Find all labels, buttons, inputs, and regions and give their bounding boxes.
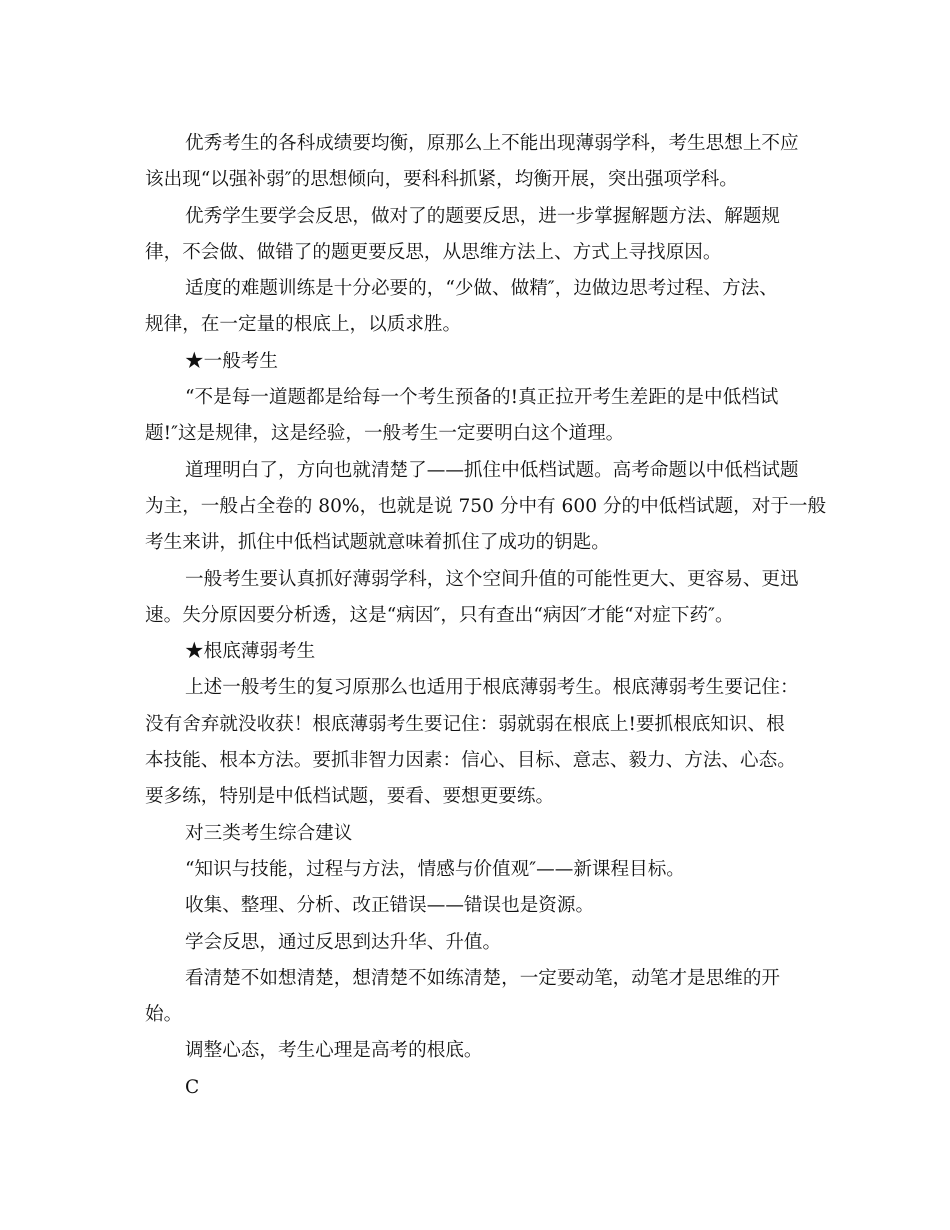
text-line: 为主，一般占全卷的 80%，也就是说 750 分中有 600 分的中低档试题，对于一般 xyxy=(145,495,827,517)
text-line: ★根底薄弱考生 xyxy=(185,641,316,663)
text-line: 题!″这是规律，这是经验，一般考生一定要明白这个道理。 xyxy=(145,423,625,445)
text-line: 上述一般考生的复习原那么也适用于根底薄弱考生。根底薄弱考生要记住： xyxy=(185,677,799,699)
paragraph xyxy=(145,961,805,1034)
text-line: 本技能、根本方法。要抓非智力因素：信心、目标、意志、毅力、方法、心态。 xyxy=(145,750,796,772)
paragraph xyxy=(145,271,805,344)
paragraph xyxy=(145,634,805,670)
paragraph xyxy=(145,1070,805,1106)
text-line: 没有舍弃就没收获！根底薄弱考生要记住：弱就弱在根底上!要抓根底知识、根 xyxy=(145,713,785,735)
text-line: C xyxy=(185,1076,200,1098)
text-line: 考生来讲，抓住中低档试题就意味着抓住了成功的钥匙。 xyxy=(145,532,610,554)
text-line: 该出现“以强补弱″的思想倾向，要科科抓紧，均衡开展，突出强项学科。 xyxy=(145,169,738,191)
paragraph xyxy=(145,816,805,852)
text-line: “知识与技能，过程与方法，情感与价值观″——新课程目标。 xyxy=(185,858,685,880)
text-line: 律，不会做、做错了的题更要反思，从思维方法上、方式上寻找原因。 xyxy=(145,241,722,263)
paragraph xyxy=(145,852,805,888)
text-line: 道理明白了，方向也就清楚了——抓住中低档试题。高考命题以中低档试题 xyxy=(185,459,799,481)
text-line: 一般考生要认真抓好薄弱学科，这个空间升值的可能性更大、更容易、更迅 xyxy=(185,568,799,590)
text-line: 要多练，特别是中低档试题，要看、要想更要练。 xyxy=(145,786,555,808)
paragraph xyxy=(145,344,805,380)
paragraph xyxy=(145,925,805,961)
paragraph xyxy=(145,562,805,635)
paragraph xyxy=(145,888,805,924)
text-line: 调整心态，考生心理是高考的根底。 xyxy=(185,1040,483,1062)
text-line: 对三类考生综合建议 xyxy=(185,822,353,844)
text-line: 适度的难题训练是十分必要的，“少做、做精″，边做边思考过程、方法、 xyxy=(185,278,778,300)
paragraph xyxy=(145,1033,805,1069)
text-line: 规律，在一定量的根底上，以质求胜。 xyxy=(145,314,462,336)
text-line: 收集、整理、分析、改正错误——错误也是资源。 xyxy=(185,895,595,917)
text-line: 看清楚不如想清楚，想清楚不如练清楚，一定要动笔，动笔才是思维的开 xyxy=(185,967,781,989)
paragraph xyxy=(145,670,805,815)
text-line: 优秀考生的各科成绩要均衡，原那么上不能出现薄弱学科，考生思想上不应 xyxy=(185,133,799,154)
paragraph xyxy=(145,199,805,272)
paragraph xyxy=(145,380,805,453)
text-line: 优秀学生要学会反思，做对了的题要反思，进一步掌握解题方法、解题规 xyxy=(185,205,781,227)
text-line: ★一般考生 xyxy=(185,350,278,372)
paragraph xyxy=(145,453,827,562)
text-line: 速。失分原因要分析透，这是“病因″，只有查出“病因″才能“对症下药″。 xyxy=(145,604,734,626)
text-line: 始。 xyxy=(145,1004,183,1026)
document-page xyxy=(145,126,827,1106)
text-line: “不是每一道题都是给每一个考生预备的!真正拉开考生差距的是中低档试 xyxy=(185,387,779,409)
text-line: 学会反思，通过反思到达升华、升值。 xyxy=(185,931,502,953)
paragraph xyxy=(145,126,805,199)
